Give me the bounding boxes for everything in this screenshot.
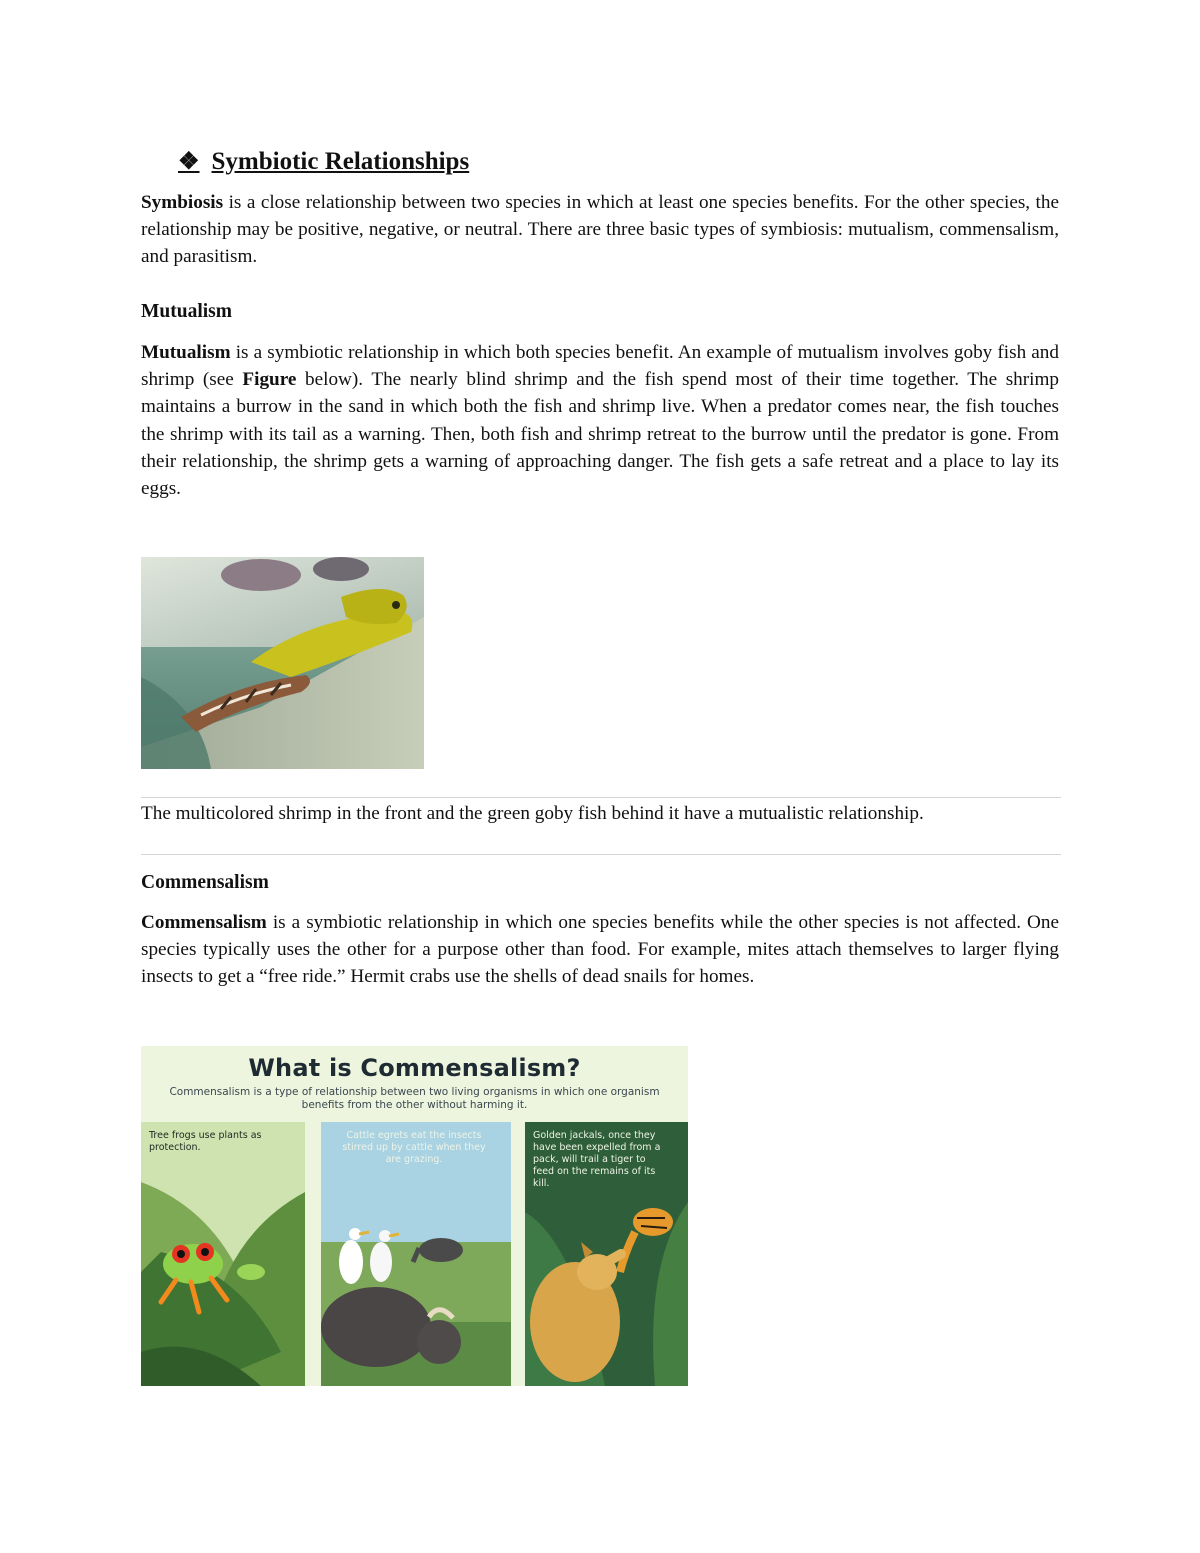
intro-bold-term: Symbiosis [141,192,224,213]
panel3-text: Golden jackals, once they have been expelled from a pack, will trail a tiger to feed on the remains of its kill. [533,1130,661,1189]
panel-jackal-tiger [525,1122,688,1386]
commensalism-heading: Commensalism [141,872,269,893]
diamond-bullet-icon: ❖ [178,149,200,175]
intro-text: is a close relationship between two species in which at least one species benefits. For the other species, the relationship may be positive, negative, or neutral. There are three basic types of symbiosis: mutualism, commensalism, and parasitism. [141,192,1059,268]
figure-caption-box [141,797,1061,855]
section-title [178,147,469,176]
panel-tree-frog [141,1122,305,1456]
mutualism-text-a: is a symbiotic relationship in which both species benefit. An example of mutualism involves goby fish and shrimp (see [141,342,1059,391]
panel2-text: Cattle egrets eat the insects stirred up by cattle when they are grazing. [342,1130,486,1165]
figure-caption: The multicolored shrimp in the front and the green goby fish behind it have a mutualistic relationship. [141,803,924,824]
mutualism-heading: Mutualism [141,301,233,322]
infographic-subtitle: Commensalism is a type of relationship between two living organisms in which one organism benefits from the other without harming it. [169,1086,660,1111]
section-title-text: Symbiotic Relationships [211,147,470,175]
mutualism-bold-term: Mutualism [141,342,231,363]
source-logo: ughtCo. [141,1442,195,1456]
figure-word: Figure [242,369,297,391]
intro-paragraph [141,189,1059,271]
goby-shrimp-photo [141,557,424,769]
commensalism-paragraph [141,909,1059,991]
mutualism-text-b: below). The nearly blind shrimp and the fish spend most of their time together. The shrimp maintains a burrow in the sand in which both the fish and shrimp live. When a predator comes near, the fish touches the shrimp with its tail as a warning. Then, both fish and shrimp retreat to the burrow until the predator is gone. From their relationship, the shrimp gets a warning of approaching danger. The fish gets a safe retreat and a place to lay its eggs. [141,369,1059,500]
commensalism-bold-term: Commensalism [141,912,267,933]
panel-cattle-egrets [321,1122,511,1386]
mutualism-paragraph [141,339,1059,502]
infographic-title: What is Commensalism? [248,1054,581,1082]
panel1-text: Tree frogs use plants as protection. [149,1130,262,1153]
commensalism-text: is a symbiotic relationship in which one species benefits while the other species is not affected. One species typically uses the other for a purpose other than food. For example, mites attach themselves to larger flying insects to get a “free ride.” Hermit crabs use the shells of dead snails for homes. [141,912,1059,988]
commensalism-infographic [141,1046,688,1456]
